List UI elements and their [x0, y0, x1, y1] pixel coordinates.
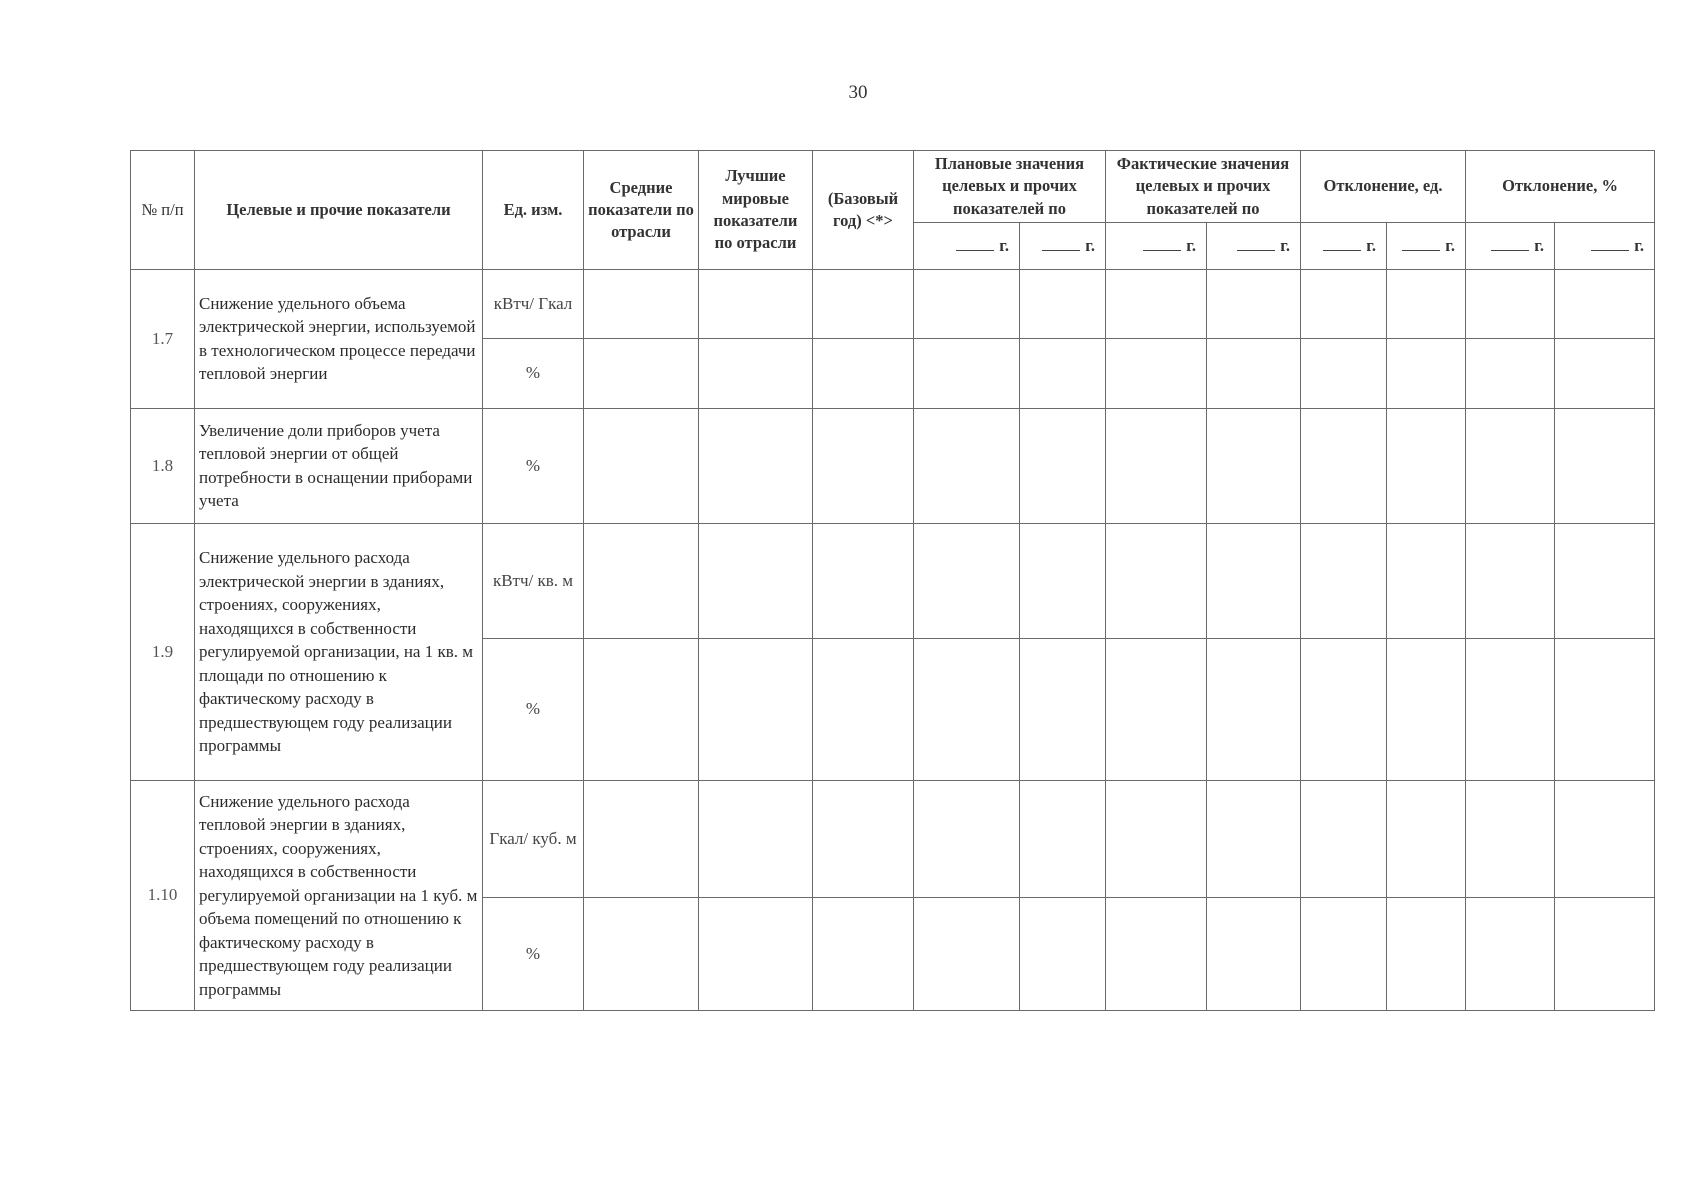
empty-cell [813, 408, 914, 523]
header-planned: Плановые значения целевых и прочих показателей по [914, 151, 1106, 223]
year-dev-units-1: г. [1301, 222, 1387, 269]
empty-cell [699, 338, 813, 408]
empty-cell [1301, 638, 1387, 780]
row-unit: % [483, 338, 584, 408]
year-actual-1: г. [1106, 222, 1207, 269]
empty-cell [914, 269, 1020, 338]
empty-cell [1466, 638, 1555, 780]
header-base: (Базовый год) <*> [813, 151, 914, 270]
empty-cell [1207, 897, 1301, 1010]
empty-cell [1466, 338, 1555, 408]
empty-cell [699, 780, 813, 897]
row-unit: кВтч/ кв. м [483, 523, 584, 638]
empty-cell [813, 338, 914, 408]
row-number: 1.7 [131, 269, 195, 408]
empty-cell [584, 269, 699, 338]
empty-cell [914, 638, 1020, 780]
row-name: Снижение удельного расхода электрической энергии в зданиях, строениях, сооружениях, находящихся в собственности регулируемой организации, на 1 кв. м площади по отношению к фактическому расходу в предшествующем году реализации программы [195, 523, 483, 780]
header-best: Лучшие мировые показатели по отрасли [699, 151, 813, 270]
empty-cell [1301, 523, 1387, 638]
empty-cell [1106, 897, 1207, 1010]
row-number: 1.9 [131, 523, 195, 780]
row-unit: % [483, 638, 584, 780]
empty-cell [584, 408, 699, 523]
empty-cell [1207, 523, 1301, 638]
empty-cell [1387, 638, 1466, 780]
year-planned-2: г. [1020, 222, 1106, 269]
empty-cell [1387, 338, 1466, 408]
row-number: 1.8 [131, 408, 195, 523]
row-unit: % [483, 897, 584, 1010]
row-number: 1.10 [131, 780, 195, 1010]
header-num: № п/п [131, 151, 195, 270]
empty-cell [699, 408, 813, 523]
empty-cell [1020, 523, 1106, 638]
empty-cell [699, 523, 813, 638]
empty-cell [813, 269, 914, 338]
empty-cell [1106, 638, 1207, 780]
empty-cell [1106, 408, 1207, 523]
empty-cell [1555, 897, 1655, 1010]
empty-cell [1106, 780, 1207, 897]
empty-cell [1301, 269, 1387, 338]
empty-cell [1020, 338, 1106, 408]
empty-cell [1555, 338, 1655, 408]
empty-cell [584, 523, 699, 638]
header-unit: Ед. изм. [483, 151, 584, 270]
empty-cell [1301, 780, 1387, 897]
empty-cell [1466, 897, 1555, 1010]
empty-cell [1207, 638, 1301, 780]
empty-cell [1555, 638, 1655, 780]
empty-cell [813, 523, 914, 638]
empty-cell [1387, 780, 1466, 897]
table-row [131, 780, 1655, 897]
empty-cell [914, 897, 1020, 1010]
empty-cell [1207, 780, 1301, 897]
empty-cell [699, 269, 813, 338]
header-dev-units: Отклонение, ед. [1301, 151, 1466, 223]
empty-cell [1387, 269, 1466, 338]
empty-cell [699, 638, 813, 780]
empty-cell [1387, 523, 1466, 638]
empty-cell [699, 897, 813, 1010]
empty-cell [1106, 338, 1207, 408]
empty-cell [1207, 408, 1301, 523]
table-row [131, 408, 1655, 523]
row-name: Снижение удельного расхода тепловой энергии в зданиях, строениях, сооружениях, находящихся в собственности регулируемой организации на 1 куб. м объема помещений по отношению к фактическому расходу в предшествующем году реализации программы [195, 780, 483, 1010]
row-unit: кВтч/ Гкал [483, 269, 584, 338]
empty-cell [1020, 897, 1106, 1010]
empty-cell [1555, 408, 1655, 523]
empty-cell [1207, 269, 1301, 338]
table-row [131, 523, 1655, 638]
empty-cell [1020, 408, 1106, 523]
empty-cell [1207, 338, 1301, 408]
empty-cell [1020, 638, 1106, 780]
empty-cell [1301, 897, 1387, 1010]
row-unit: Гкал/ куб. м [483, 780, 584, 897]
empty-cell [813, 638, 914, 780]
empty-cell [1020, 780, 1106, 897]
empty-cell [584, 338, 699, 408]
empty-cell [1466, 269, 1555, 338]
empty-cell [914, 780, 1020, 897]
empty-cell [584, 780, 699, 897]
year-dev-units-2: г. [1387, 222, 1466, 269]
header-name: Целевые и прочие показатели [195, 151, 483, 270]
header-actual: Фактические значения целевых и прочих показателей по [1106, 151, 1301, 223]
empty-cell [914, 338, 1020, 408]
row-unit: % [483, 408, 584, 523]
table-row [131, 269, 1655, 338]
empty-cell [584, 897, 699, 1010]
empty-cell [1106, 269, 1207, 338]
year-dev-percent-2: г. [1555, 222, 1655, 269]
empty-cell [1387, 408, 1466, 523]
empty-cell [1555, 523, 1655, 638]
empty-cell [1555, 780, 1655, 897]
empty-cell [1466, 523, 1555, 638]
header-dev-percent: Отклонение, % [1466, 151, 1655, 223]
empty-cell [914, 408, 1020, 523]
empty-cell [1106, 523, 1207, 638]
empty-cell [813, 780, 914, 897]
year-planned-1: г. [914, 222, 1020, 269]
header-avg: Средние показатели по отрасли [584, 151, 699, 270]
empty-cell [1301, 408, 1387, 523]
empty-cell [1301, 338, 1387, 408]
indicators-table [130, 150, 1655, 1011]
empty-cell [1466, 408, 1555, 523]
row-name: Снижение удельного объема электрической энергии, используемой в технологическом процессе передачи тепловой энергии [195, 269, 483, 408]
empty-cell [1020, 269, 1106, 338]
empty-cell [914, 523, 1020, 638]
empty-cell [813, 897, 914, 1010]
row-name: Увеличение доли приборов учета тепловой энергии от общей потребности в оснащении приборами учета [195, 408, 483, 523]
empty-cell [1466, 780, 1555, 897]
empty-cell [1387, 897, 1466, 1010]
header-row [131, 151, 1655, 223]
empty-cell [1555, 269, 1655, 338]
page-number: 30 [848, 82, 868, 103]
year-actual-2: г. [1207, 222, 1301, 269]
empty-cell [584, 638, 699, 780]
year-dev-percent-1: г. [1466, 222, 1555, 269]
